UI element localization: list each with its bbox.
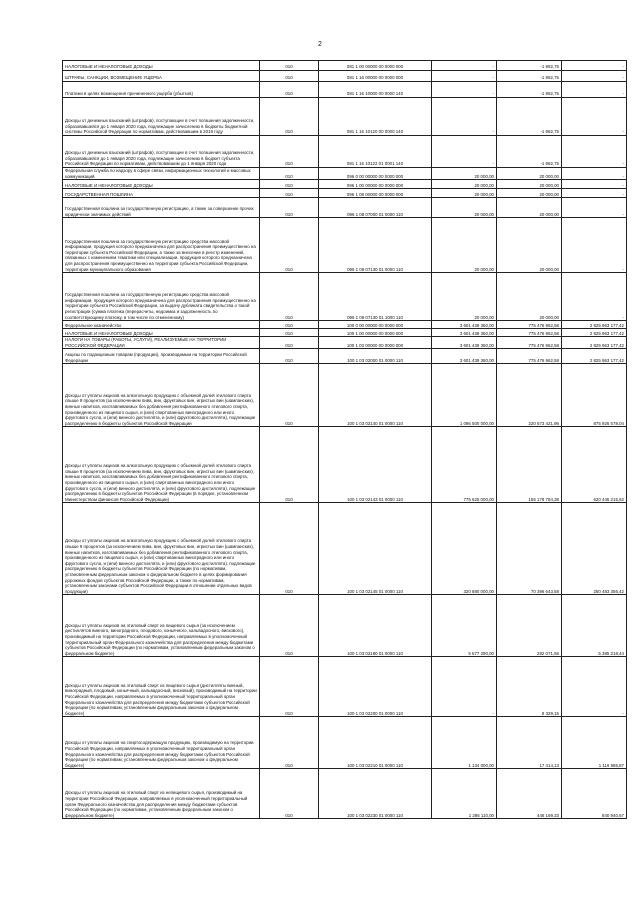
line-code-cell: 010 [260, 136, 319, 168]
row-name-cell: Федеральная служба по надзору в сфере связи, информационных технологий и массовых коммуникаций [63, 168, 260, 180]
budget-classification-code-cell: 100 1 03 02200 01 0000 110 [319, 657, 432, 717]
budget-classification-code-cell: 100 1 03 02230 01 0000 110 [319, 769, 432, 819]
executed-amount-cell: 20 000,00 [497, 180, 562, 189]
executed-amount-cell: -1 892,75 [497, 71, 562, 82]
unexecuted-amount-cell: 2 825 963 177,42 [562, 337, 627, 349]
executed-amount-cell: 775 476 962,58 [497, 329, 562, 337]
approved-amount-cell: 1 096 500 000,00 [432, 364, 497, 427]
unexecuted-amount-cell: - [562, 189, 627, 198]
table-row [63, 364, 627, 427]
approved-amount-cell: 3 601 439 360,00 [432, 321, 497, 329]
line-code-cell: 010 [260, 337, 319, 349]
table-row [63, 273, 627, 321]
row-name-cell: Доходы от уплаты акцизов на этиловый спирт из пищевого сырья (за исключением дистиллятов винного, виноградного, плодового, коньячного, кальвадосного, вискового), производимый на территории Российской Федерации, направляемых в уполномоченный территориальный орган Федерального казначейства для распределения между бюджетами субъектов Российской Федерации (по нормативам, установленным федеральным законом о федеральном бюджете) [63, 595, 260, 657]
table-row [63, 427, 627, 503]
executed-amount-cell: 775 476 962,58 [497, 349, 562, 364]
row-name-cell: Акцизы по подакцизным товарам (продукции), производимым на территории Российской Федерации [63, 349, 260, 364]
line-code-cell: 010 [260, 168, 319, 180]
executed-amount-cell: 8 329,15 [497, 657, 562, 717]
executed-amount-cell: 20 000,00 [497, 273, 562, 321]
row-name-cell: Доходы от уплаты акцизов на алкогольную продукцию с объемной долей этилового спирта свыше 9 процентов (за исключением пива, вин, фруктовых вин, игристых вин (шампанских), винных напитков, изготавливаемых без добавления ректификованного этилового спирта, произведенного из пищевого сырья, и (или) спиртованных виноградного или иного фруктового сусла, и (или) винного дистиллята, и (или) фруктового дистиллята), подлежащие распределению в бюджеты субъектов Российской Федерации (по нормативам, установленным федеральным законом о федеральном бюджете в целях формирования дорожных фондов субъектов Российской Федерации, а также по нормативам, установленным законами субъектов Российской Федерации в отношении отдельных видов продукции) [63, 503, 260, 595]
row-name-cell: НАЛОГОВЫЕ И НЕНАЛОГОВЫЕ ДОХОДЫ [63, 61, 260, 71]
table-row [63, 329, 627, 337]
line-code-cell: 010 [260, 769, 319, 819]
unexecuted-amount-cell: - [562, 136, 627, 168]
unexecuted-amount-cell: - [562, 168, 627, 180]
table-row [63, 98, 627, 136]
table-row [63, 321, 627, 329]
table-row [63, 337, 627, 349]
budget-classification-code-cell: 081 1 16 00000 00 0000 000 [319, 71, 432, 82]
approved-amount-cell: 3 601 439 360,00 [432, 329, 497, 337]
line-code-cell: 010 [260, 427, 319, 503]
approved-amount-cell: - [432, 657, 497, 717]
row-name-cell: Государственная пошлина за государственную регистрацию, а также за совершение прочих юридически значимых действий [63, 198, 260, 218]
budget-classification-code-cell: 100 1 00 00000 00 0000 000 [319, 329, 432, 337]
line-code-cell: 010 [260, 98, 319, 136]
line-code-cell: 010 [260, 364, 319, 427]
approved-amount-cell: 320 880 000,00 [432, 503, 497, 595]
approved-amount-cell: - [432, 61, 497, 71]
table-row [63, 657, 627, 717]
row-name-cell: ШТРАФЫ, САНКЦИИ, ВОЗМЕЩЕНИЕ УЩЕРБА [63, 71, 260, 82]
unexecuted-amount-cell: 250 483 356,42 [562, 503, 627, 595]
row-name-cell: НАЛОГОВЫЕ И НЕНАЛОГОВЫЕ ДОХОДЫ [63, 180, 260, 189]
budget-classification-code-cell: 096 1 08 07130 01 0000 110 [319, 218, 432, 273]
line-code-cell: 010 [260, 198, 319, 218]
unexecuted-amount-cell: 840 940,67 [562, 769, 627, 819]
unexecuted-amount-cell: - [562, 180, 627, 189]
executed-amount-cell: -1 892,75 [497, 136, 562, 168]
row-name-cell: Государственная пошлина за государственную регистрацию средства массовой информации, продукция которого предназначена для распространения преимущественно на территории субъекта Российской Федерации, а также за внесение в реестр изменений, связанных с изменением тематики или специализации, продукция которого предназначена для распространения преимущественно на территории субъекта Российской Федерации, территории муниципального образования [63, 218, 260, 273]
approved-amount-cell: 20 000,00 [432, 168, 497, 180]
budget-classification-code-cell: 096 1 08 07130 01 1000 110 [319, 273, 432, 321]
table-row [63, 180, 627, 189]
unexecuted-amount-cell: 2 825 963 177,42 [562, 349, 627, 364]
table-body [63, 61, 627, 819]
executed-amount-cell: 220 573 421,96 [497, 364, 562, 427]
row-name-cell: Доходы от уплаты акцизов на спиртосодержащую продукцию, производимую на территории Российской Федерации, направляемых в уполномоченный территориальный орган Федерального казначейства для распределения между бюджетами субъектов Российской Федерации (по нормативам, установленным федеральным законом о федеральном бюджете) [63, 717, 260, 769]
budget-classification-code-cell: 100 1 03 02143 01 0000 110 [319, 427, 432, 503]
unexecuted-amount-cell: 875 926 578,04 [562, 364, 627, 427]
row-name-cell: Доходы от уплаты акцизов на алкогольную продукцию с объемной долей этилового спирта свыше 9 процентов (за исключением пива, вин, фруктовых вин, игристых вин (шампанских), винных напитков, изготавливаемых без добавления ректификованного этилового спирта, произведенного из пищевого сырья, и (или) спиртованных виноградного или иного фруктового сусла, и (или) винного дистиллята, и (или) фруктового дистиллята), подлежащие распределению в бюджеты субъектов Российской Федерации [63, 364, 260, 427]
unexecuted-amount-cell: - [562, 71, 627, 82]
unexecuted-amount-cell: - [562, 198, 627, 218]
row-name-cell: Доходы от денежных взысканий (штрафов), поступающие в счет погашения задолженности, образовавшейся до 1 января 2020 года, подлежащие зачислению в бюджет субъекта Российской Федерации по нормативам, действовавшим до 1 января 2020 года [63, 136, 260, 168]
budget-classification-code-cell: 096 1 00 00000 00 0000 000 [319, 180, 432, 189]
table-row [63, 595, 627, 657]
approved-amount-cell: - [432, 136, 497, 168]
table-row [63, 61, 627, 71]
executed-amount-cell: -1 892,75 [497, 61, 562, 71]
budget-classification-code-cell: 100 0 00 00000 00 0000 000 [319, 321, 432, 329]
line-code-cell: 010 [260, 273, 319, 321]
approved-amount-cell: 1 286 110,00 [432, 769, 497, 819]
unexecuted-amount-cell: - [562, 82, 627, 98]
table-row [63, 218, 627, 273]
executed-amount-cell: 292 071,56 [497, 595, 562, 657]
executed-amount-cell: 20 000,00 [497, 198, 562, 218]
table-row [63, 136, 627, 168]
executed-amount-cell: 155 178 784,38 [497, 427, 562, 503]
approved-amount-cell: 5 677 290,00 [432, 595, 497, 657]
executed-amount-cell: 20 000,00 [497, 189, 562, 198]
unexecuted-amount-cell: - [562, 98, 627, 136]
approved-amount-cell: 20 000,00 [432, 198, 497, 218]
line-code-cell: 010 [260, 329, 319, 337]
row-name-cell: ГОСУДАРСТВЕННАЯ ПОШЛИНА [63, 189, 260, 198]
table-row [63, 769, 627, 819]
table-row [63, 349, 627, 364]
executed-amount-cell: 775 476 962,58 [497, 321, 562, 329]
approved-amount-cell: 1 134 000,00 [432, 717, 497, 769]
approved-amount-cell: - [432, 82, 497, 98]
line-code-cell: 010 [260, 189, 319, 198]
unexecuted-amount-cell: - [562, 273, 627, 321]
line-code-cell: 010 [260, 218, 319, 273]
budget-classification-code-cell: 096 1 08 00000 00 0000 000 [319, 189, 432, 198]
unexecuted-amount-cell: 2 825 963 177,42 [562, 329, 627, 337]
executed-amount-cell: -1 892,75 [497, 82, 562, 98]
row-name-cell: Доходы от уплаты акцизов на этиловый спирт из пищевого сырья (дистилляты винный, виноградный, плодовый, коньячный, кальвадосный, висковый), производимый на территории Российской Федерации, направляемых в уполномоченный территориальный орган Федерального казначейства для распределения между бюджетами субъектов Российской Федерации (по нормативам, установленным федеральным законом о федеральном бюджете) [63, 657, 260, 717]
row-name-cell: Доходы от денежных взысканий (штрафов), поступающие в счет погашения задолженности, образовавшейся до 1 января 2020 года, подлежащие зачислению в бюджеты бюджетной системы Российской Федерации по нормативам, действовавшим в 2019 году [63, 98, 260, 136]
line-code-cell: 010 [260, 349, 319, 364]
unexecuted-amount-cell: 620 446 215,62 [562, 427, 627, 503]
page-number: 2 [318, 41, 322, 48]
executed-amount-cell: 775 476 962,58 [497, 337, 562, 349]
budget-classification-code-cell: 100 1 03 02145 01 0000 110 [319, 503, 432, 595]
line-code-cell: 010 [260, 321, 319, 329]
row-name-cell: Государственная пошлина за государственную регистрацию средства массовой информации, продукция которого предназначена для распространения преимущественно на территории субъекта Российской Федерации, за выдачу дубликата свидетельства о такой регистрации (сумма платежа (перерасчеты, недоимка и задолженность по соответствующему платежу, в том числе по отмененному) [63, 273, 260, 321]
approved-amount-cell: 20 000,00 [432, 189, 497, 198]
budget-classification-code-cell: 096 1 08 07000 01 0000 110 [319, 198, 432, 218]
row-name-cell: НАЛОГОВЫЕ И НЕНАЛОГОВЫЕ ДОХОДЫ [63, 329, 260, 337]
line-code-cell: 010 [260, 717, 319, 769]
executed-amount-cell: 20 000,00 [497, 168, 562, 180]
budget-classification-code-cell: 096 0 00 00000 00 0000 000 [319, 168, 432, 180]
budget-classification-code-cell: 081 1 00 00000 00 0000 000 [319, 61, 432, 71]
approved-amount-cell: 20 000,00 [432, 273, 497, 321]
unexecuted-amount-cell: 1 116 585,87 [562, 717, 627, 769]
table-row [63, 71, 627, 82]
line-code-cell: 010 [260, 180, 319, 189]
budget-classification-code-cell: 100 1 03 02140 01 0000 110 [319, 364, 432, 427]
budget-classification-code-cell: 081 1 16 10000 00 0000 140 [319, 82, 432, 98]
table-row [63, 503, 627, 595]
line-code-cell: 010 [260, 657, 319, 717]
budget-classification-code-cell: 081 1 16 10120 00 0000 140 [319, 98, 432, 136]
row-name-cell: Доходы от уплаты акцизов на этиловый спирт из непищевого сырья, производимый на территории Российской Федерации, направляемых в уполномоченный территориальный орган Федерального казначейства для распределения между бюджетами субъектов Российской Федерации (по нормативам, установленным федеральным законом о федеральном бюджете) [63, 769, 260, 819]
line-code-cell: 010 [260, 71, 319, 82]
row-name-cell: Доходы от уплаты акцизов на алкогольную продукцию с объемной долей этилового спирта свыше 9 процентов (за исключением пива, вин, фруктовых вин, игристых вин (шампанских), винных напитков, изготавливаемых без добавления ректификованного этилового спирта, произведенного из пищевого сырья, и (или) спиртованных виноградного или иного фруктового сусла, и (или) винного дистиллята, и (или) фруктового дистиллята), подлежащие распределению в бюджеты субъектов Российской Федерации (в порядке, установленном Министерством финансов Российской Федерации) [63, 427, 260, 503]
budget-classification-code-cell: 100 1 03 02210 01 0000 110 [319, 717, 432, 769]
approved-amount-cell: 3 601 439 360,00 [432, 349, 497, 364]
line-code-cell: 010 [260, 503, 319, 595]
executed-amount-cell: 446 169,33 [497, 769, 562, 819]
executed-amount-cell: 17 414,13 [497, 717, 562, 769]
row-name-cell: НАЛОГИ НА ТОВАРЫ (РАБОТЫ, УСЛУГИ), РЕАЛИЗУЕМЫЕ НА ТЕРРИТОРИИ РОССИЙСКОЙ ФЕДЕРАЦИИ [63, 337, 260, 349]
table-row [63, 82, 627, 98]
unexecuted-amount-cell: 2 825 963 177,42 [562, 321, 627, 329]
executed-amount-cell: 20 000,00 [497, 218, 562, 273]
budget-classification-code-cell: 100 1 03 00000 00 0000 000 [319, 337, 432, 349]
row-name-cell: Федеральное казначейство [63, 321, 260, 329]
approved-amount-cell: - [432, 71, 497, 82]
budget-classification-code-cell: 100 1 03 02180 01 0000 110 [319, 595, 432, 657]
line-code-cell: 010 [260, 61, 319, 71]
executed-amount-cell: 70 396 643,58 [497, 503, 562, 595]
table-row [63, 189, 627, 198]
budget-classification-code-cell: 100 1 03 02000 01 0000 110 [319, 349, 432, 364]
unexecuted-amount-cell: 5 385 218,44 [562, 595, 627, 657]
budget-revenue-table [62, 60, 627, 819]
executed-amount-cell: -1 892,75 [497, 98, 562, 136]
unexecuted-amount-cell: - [562, 657, 627, 717]
approved-amount-cell: 20 000,00 [432, 218, 497, 273]
table-row [63, 198, 627, 218]
table-row [63, 717, 627, 769]
budget-classification-code-cell: 081 1 16 10122 01 0001 140 [319, 136, 432, 168]
unexecuted-amount-cell: - [562, 61, 627, 71]
approved-amount-cell: - [432, 98, 497, 136]
row-name-cell: Платежи в целях возмещения причиненного ущерба (убытков) [63, 82, 260, 98]
approved-amount-cell: 775 625 000,00 [432, 427, 497, 503]
approved-amount-cell: 20 000,00 [432, 180, 497, 189]
unexecuted-amount-cell: - [562, 218, 627, 273]
approved-amount-cell: 3 601 439 360,00 [432, 337, 497, 349]
line-code-cell: 010 [260, 595, 319, 657]
line-code-cell: 010 [260, 82, 319, 98]
table-row [63, 168, 627, 180]
